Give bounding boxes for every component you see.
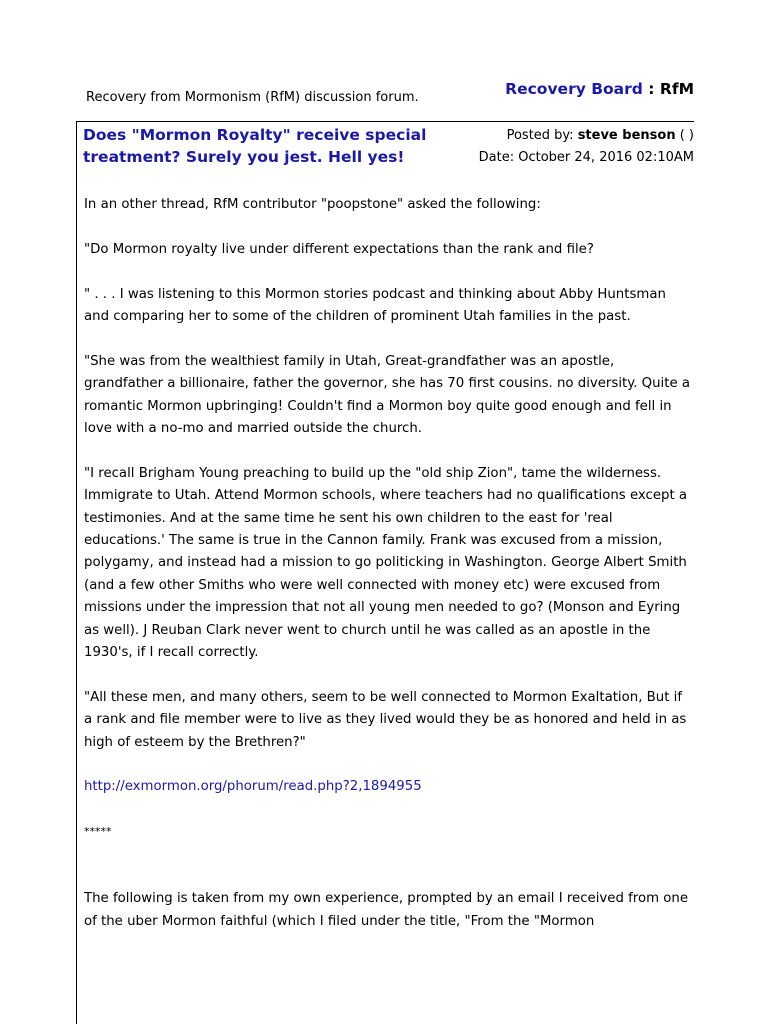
date-label: Date: bbox=[478, 150, 519, 165]
forum-description: Recovery from Mormonism (RfM) discussion forum. bbox=[86, 90, 419, 105]
post-date-line bbox=[479, 147, 694, 169]
body-paragraph: " . . . I was listening to this Mormon stories podcast and thinking about Abby Huntsman and comparing her to some of the children of prominent Utah families in the past. bbox=[84, 286, 666, 324]
body-paragraph: In an other thread, RfM contributor "poopstone" asked the following: bbox=[84, 197, 541, 212]
forum-post bbox=[76, 121, 694, 1024]
blank-line bbox=[84, 866, 694, 888]
board-name: RfM bbox=[659, 80, 694, 98]
link-paragraph bbox=[84, 776, 694, 798]
separator-stars: ***** bbox=[84, 825, 112, 839]
post-meta bbox=[479, 125, 694, 169]
posted-by-label: Posted by: bbox=[506, 128, 578, 143]
thread-link[interactable]: http://exmormon.org/phorum/read.php?2,1894955 bbox=[84, 779, 422, 795]
body-paragraph: "Do Mormon royalty live under different expectations than the rank and file? bbox=[84, 241, 594, 257]
post-author: steve benson bbox=[577, 128, 676, 143]
body-paragraph: "I recall Brigham Young preaching to build up the "old ship Zion", tame the wilderness. Immigrate to Utah. Attend Mormon schools, where teachers had no qualifications except a testimonies. And at the same time he sent his own children to the east for 'real educations.' The same is true in the Cannon family. Frank was excused from a mission, polygamy, and instead had a mission to go politicking in Washington. George Albert Smith (and a few other Smiths who were well connected with money etc) were excused from missions under the impression that not all young men needed to go? (Monson and Eyring as well). J Reuban Clark never went to church until he was called as an apostle in the 1930's, if I recall correctly. bbox=[84, 465, 688, 661]
post-subject: Does "Mormon Royalty" receive special treatment? Surely you jest. Hell yes! bbox=[83, 126, 427, 166]
post-date: October 24, 2016 02:10AM bbox=[518, 150, 694, 165]
post-body bbox=[84, 194, 694, 956]
recovery-board-link[interactable]: Recovery Board bbox=[505, 80, 643, 98]
page-header bbox=[86, 78, 694, 108]
body-paragraph: "She was from the wealthiest family in Utah, Great-grandfather was an apostle, grandfather a billionaire, father the governor, she has 70 first cousins. no diversity. Quite a romantic Mormon upbringing! Couldn't find a Mormon boy quite good enough and fell in love with a no-mo and married outside the church. bbox=[84, 353, 691, 437]
body-paragraph-closing: The following is taken from my own experience, prompted by an email I received from one of the uber Mormon faithful (which I filed under the title, "From the "Mormon bbox=[84, 891, 689, 929]
post-header bbox=[77, 122, 694, 178]
body-paragraph: "All these men, and many others, seem to be well connected to Mormon Exaltation, But if a rank and file member were to live as they lived would they be as honored and held in as high of esteem by the Brethren?" bbox=[84, 689, 687, 750]
author-suffix: ( ) bbox=[675, 128, 694, 143]
board-separator: : bbox=[642, 80, 660, 98]
board-title bbox=[505, 80, 694, 98]
posted-by bbox=[479, 125, 694, 147]
